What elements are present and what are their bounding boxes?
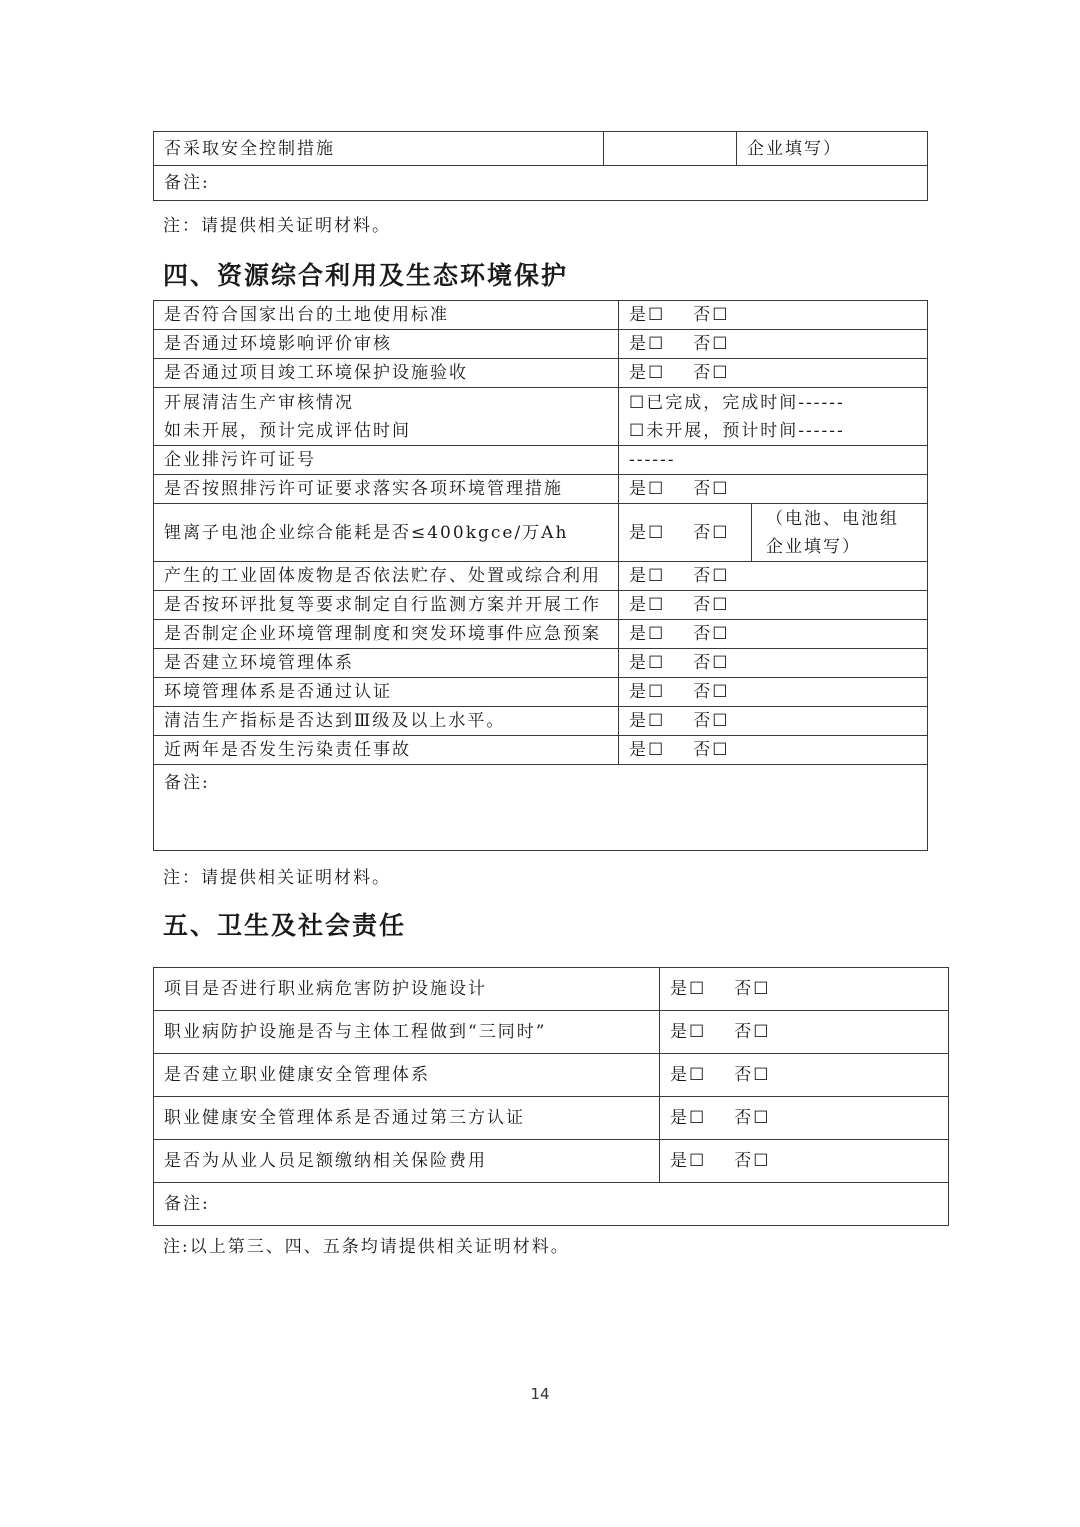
yes-no-options[interactable]: 是☐ 否☐ bbox=[619, 707, 928, 736]
note: 注：请提供相关证明材料。 bbox=[163, 216, 391, 236]
table-row bbox=[154, 649, 928, 678]
row-label: 项目是否进行职业病危害防护设施设计 bbox=[154, 968, 660, 1011]
yes-no-options[interactable]: 是☐ 否☐ bbox=[660, 1011, 949, 1054]
table-row bbox=[154, 620, 928, 649]
yes-no-options[interactable]: 是☐ 否☐ bbox=[619, 736, 928, 765]
remark-cell[interactable]: 备注: bbox=[154, 1183, 949, 1226]
table-row bbox=[154, 330, 928, 359]
yes-no-options[interactable]: 是☐ 否☐ bbox=[619, 562, 928, 591]
table-row bbox=[154, 765, 928, 851]
row-label: 是否通过项目竣工环境保护设施验收 bbox=[154, 359, 619, 388]
cell-remark: 企业填写） bbox=[737, 132, 928, 166]
clean-audit-label: 开展清洁生产审核情况 如未开展，预计完成评估时间 bbox=[154, 388, 619, 446]
not-started-option[interactable]: ☐未开展，预计时间------ bbox=[629, 420, 845, 441]
yes-no-options[interactable]: 是☐ 否☐ bbox=[619, 591, 928, 620]
section5-table bbox=[153, 967, 949, 1226]
table-row bbox=[154, 591, 928, 620]
completed-option[interactable]: ☐已完成，完成时间------ bbox=[629, 392, 845, 413]
row-label: 锂离子电池企业综合能耗是否≤400kgce/万Ah bbox=[154, 504, 619, 562]
table-row bbox=[154, 359, 928, 388]
table-row bbox=[154, 475, 928, 504]
yes-no-options[interactable]: 是☐ 否☐ bbox=[619, 475, 928, 504]
remark-cell: 备注: bbox=[154, 166, 928, 201]
row-label: 职业健康安全管理体系是否通过第三方认证 bbox=[154, 1097, 660, 1140]
note: 注:以上第三、四、五条均请提供相关证明材料。 bbox=[163, 1237, 570, 1257]
table-row bbox=[154, 736, 928, 765]
table-row bbox=[154, 562, 928, 591]
yes-no-options[interactable]: 是☐ 否☐ bbox=[619, 620, 928, 649]
table-row bbox=[154, 1054, 949, 1097]
clean-audit-options[interactable] bbox=[619, 388, 928, 446]
cell-label: 否采取安全控制措施 bbox=[154, 132, 604, 166]
yes-no-options[interactable]: 是☐ 否☐ bbox=[619, 504, 752, 562]
table-row bbox=[154, 968, 949, 1011]
permit-number-field[interactable]: ------ bbox=[619, 446, 928, 475]
yes-no-options[interactable]: 是☐ 否☐ bbox=[619, 330, 928, 359]
row-label: 是否为从业人员足额缴纳相关保险费用 bbox=[154, 1140, 660, 1183]
table-row bbox=[154, 1140, 949, 1183]
yes-no-options[interactable]: 是☐ 否☐ bbox=[660, 1140, 949, 1183]
yes-no-options[interactable]: 是☐ 否☐ bbox=[619, 359, 928, 388]
energy-remark: （电池、电池组企业填写） bbox=[752, 504, 928, 562]
note: 注：请提供相关证明材料。 bbox=[163, 868, 391, 888]
row-label: 是否通过环境影响评价审核 bbox=[154, 330, 619, 359]
table-row bbox=[154, 1097, 949, 1140]
row-label: 企业排污许可证号 bbox=[154, 446, 619, 475]
row-label: 是否按环评批复等要求制定自行监测方案并开展工作 bbox=[154, 591, 619, 620]
table-row bbox=[154, 1183, 949, 1226]
row-label: 近两年是否发生污染责任事故 bbox=[154, 736, 619, 765]
page-number: 14 bbox=[530, 1385, 550, 1403]
row-label: 产生的工业固体废物是否依法贮存、处置或综合利用 bbox=[154, 562, 619, 591]
table-row bbox=[154, 1011, 949, 1054]
yes-no-options[interactable]: 是☐ 否☐ bbox=[660, 1054, 949, 1097]
yes-no-options[interactable]: 是☐ 否☐ bbox=[660, 1097, 949, 1140]
yes-no-options[interactable]: 是☐ 否☐ bbox=[619, 649, 928, 678]
table-row bbox=[154, 388, 928, 446]
section-heading: 四、资源综合利用及生态环境保护 bbox=[163, 261, 569, 290]
row-label: 是否建立职业健康安全管理体系 bbox=[154, 1054, 660, 1097]
section4-table bbox=[153, 300, 928, 851]
yes-no-options[interactable]: 是☐ 否☐ bbox=[660, 968, 949, 1011]
table-row bbox=[154, 504, 928, 562]
row-label: 是否符合国家出台的土地使用标准 bbox=[154, 301, 619, 330]
row-label: 是否制定企业环境管理制度和突发环境事件应急预案 bbox=[154, 620, 619, 649]
row-label: 清洁生产指标是否达到Ⅲ级及以上水平。 bbox=[154, 707, 619, 736]
table-row bbox=[154, 301, 928, 330]
cell-value bbox=[604, 132, 737, 166]
table-row bbox=[154, 707, 928, 736]
remark-cell[interactable]: 备注: bbox=[154, 765, 928, 851]
top-table bbox=[153, 131, 928, 201]
yes-no-options[interactable]: 是☐ 否☐ bbox=[619, 301, 928, 330]
section-heading: 五、卫生及社会责任 bbox=[163, 911, 407, 940]
table-row bbox=[154, 678, 928, 707]
yes-no-options[interactable]: 是☐ 否☐ bbox=[619, 678, 928, 707]
row-label: 职业病防护设施是否与主体工程做到“三同时” bbox=[154, 1011, 660, 1054]
table-row bbox=[154, 132, 928, 166]
row-label: 环境管理体系是否通过认证 bbox=[154, 678, 619, 707]
table-row bbox=[154, 446, 928, 475]
row-label: 是否建立环境管理体系 bbox=[154, 649, 619, 678]
table-row bbox=[154, 166, 928, 201]
row-label: 是否按照排污许可证要求落实各项环境管理措施 bbox=[154, 475, 619, 504]
